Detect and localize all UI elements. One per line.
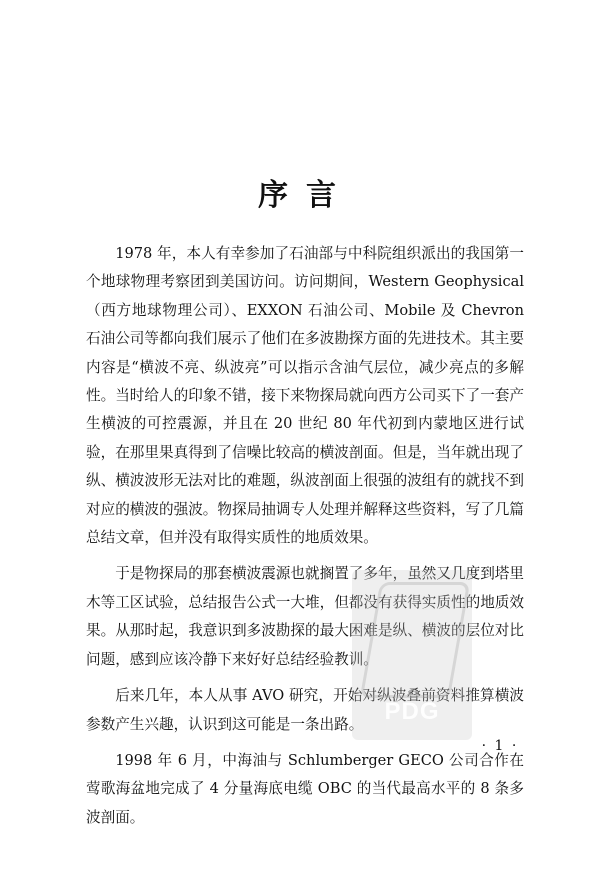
paragraph-2: 于是物探局的那套横波震源也就搁置了多年，虽然又几度到塔里木等工区试验，总结报告公式一大堆，但都没有获得实质性的地质效果。从那时起，我意识到多波勘探的最大困难是纵、横波的层位对比问题，感到应该冷静下来好好总结经验教训。 xyxy=(86,565,524,668)
paragraph-4: 1998 年 6 月，中海油与 Schlumberger GECO 公司合作在莺歌海盆地完成了 4 分量海底电缆 OBC 的当代最高水平的 8 条多波剖面。 xyxy=(86,751,524,826)
watermark-seal-icon xyxy=(360,582,470,698)
page-number: · 1 · xyxy=(481,738,519,754)
paragraph-3: 后来几年，本人从事 AVO 研究，开始对纵波叠前资料推算横波参数产生兴趣，认识到这可能是一条出路。 xyxy=(86,687,524,733)
watermark-text: PDG xyxy=(384,698,440,725)
page-title: 序言 xyxy=(258,178,354,213)
watermark-logo xyxy=(352,570,472,740)
body-text xyxy=(86,240,524,840)
paragraph-1: 1978 年，本人有幸参加了石油部与中科院组织派出的我国第一个地球物理考察团到美国访问。访问期间，Western Geophysical（西方地球物理公司）、EXXON 石油公司、Mobile 及 Chevron 石油公司等都向我们展示了他们在多波勘探方面的先进技术。其主要内容是“横波不亮、纵波亮”可以指示含油气层位，减少亮点的多解性。当时给人的印象不错，接下来物探局就向西方公司买下了一套产生横波的可控震源，并且在 20 世纪 80 年代初到内蒙地区进行试验，在那里果真得到了信噪比较高的横波剖面。但是，当年就出现了纵、横波波形无法对比的难题，纵波剖面上很强的波组有的就找不到对应的横波的强波。物探局抽调专人处理并解释这些资料，写了几篇总结文章，但并没有取得实质性的地质效果。 xyxy=(86,245,524,547)
